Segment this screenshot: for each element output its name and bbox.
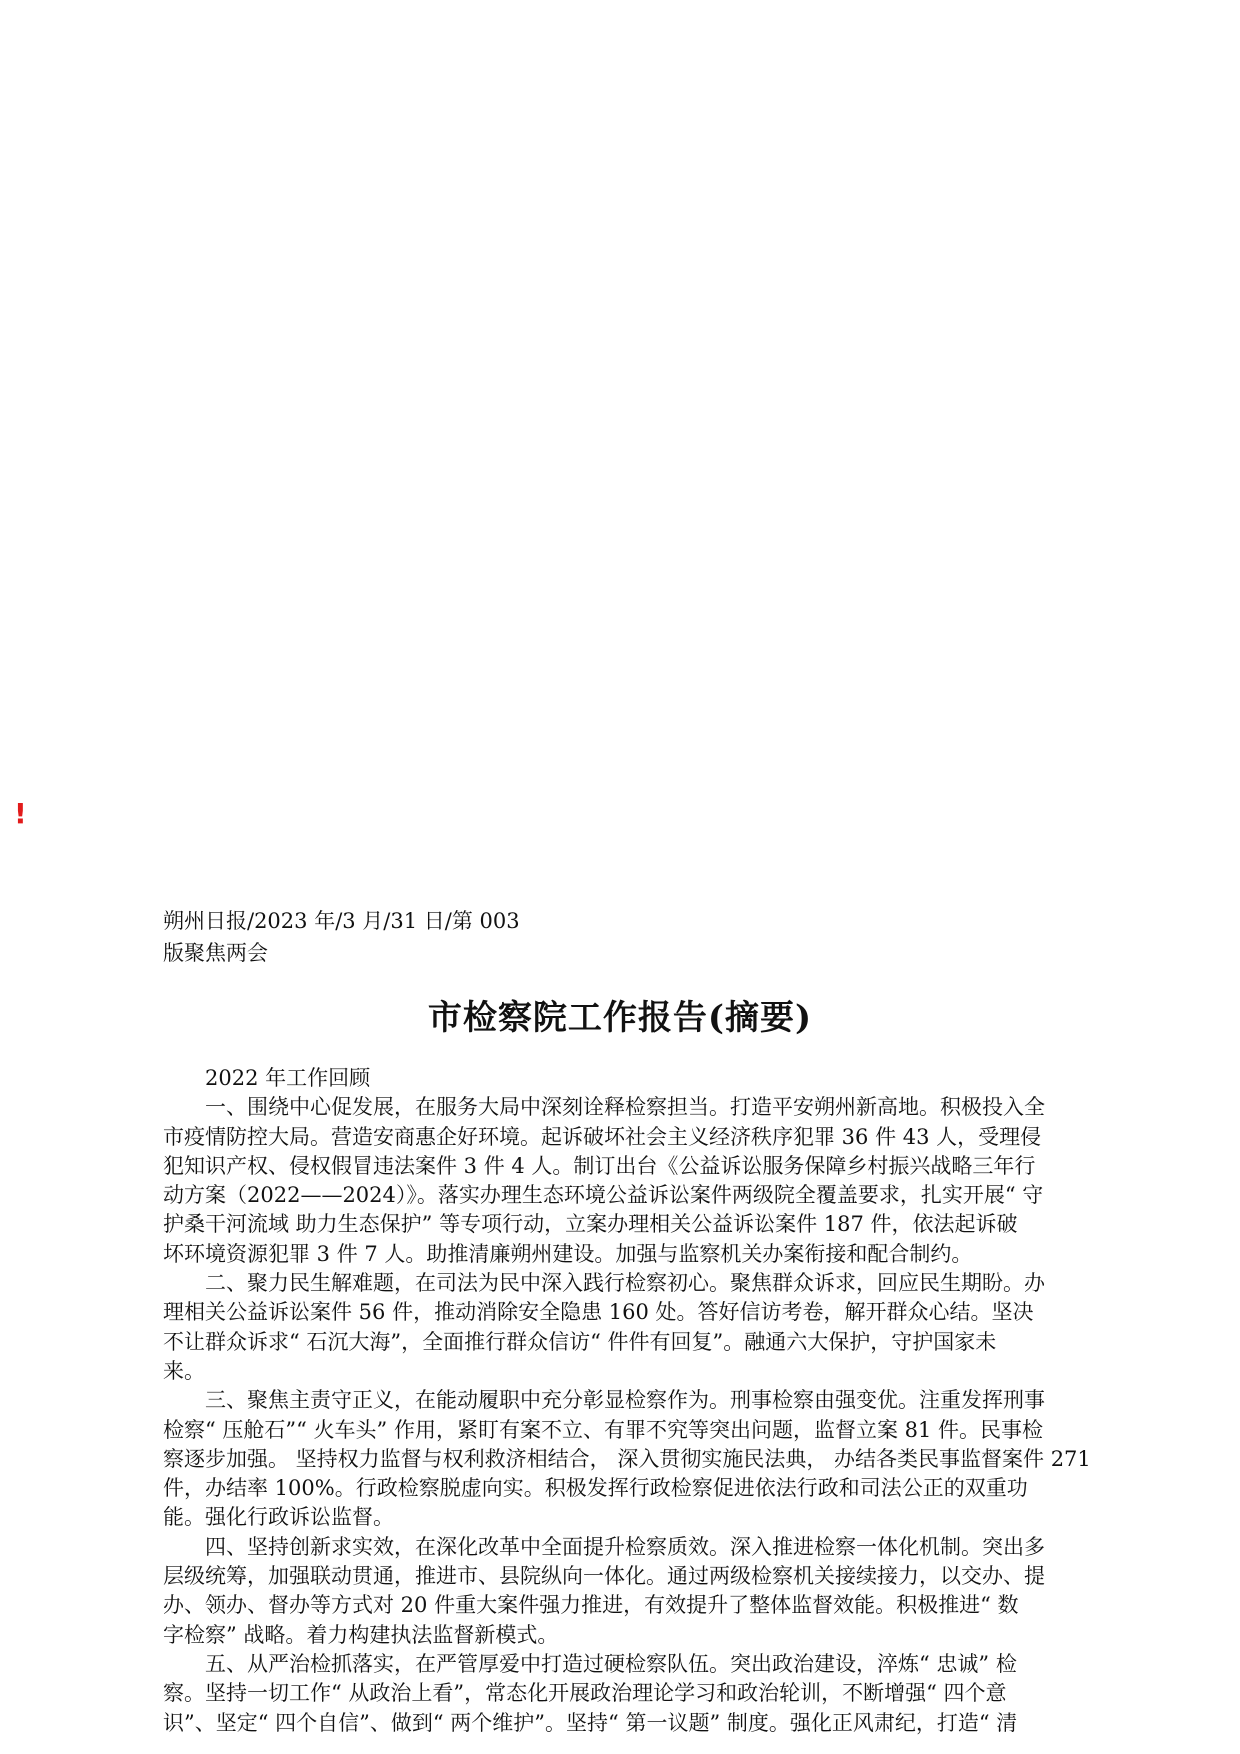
paragraph-line: 识”、坚定“ 四个自信”、做到“ 两个维护”。坚持“ 第一议题” 制度。强化正风肃纪，打造“ 清 xyxy=(163,1710,1018,1735)
paragraph-line: 犯知识产权、侵权假冒违法案件 3 件 4 人。制订出台《公益诉讼服务保障乡村振兴战略三年行 xyxy=(163,1153,1036,1178)
paragraph-line: 办、领办、督办等方式对 20 件重大案件强力推进，有效提升了整体监督效能。积极推进“ 数 xyxy=(163,1593,1019,1618)
paragraph-line: 层级统筹，加强联动贯通，推进市、县院纵向一体化。通过两级检察机关接续接力，以交办、提 xyxy=(163,1564,1045,1589)
paragraph-line: 察。坚持一切工作“ 从政治上看”，常态化开展政治理论学习和政治轮训，不断增强“ 四个意 xyxy=(163,1681,1007,1706)
paragraph-line: 不让群众诉求“ 石沉大海”，全面推行群众信访“ 件件有回复”。融通六大保护，守护国家未 xyxy=(163,1329,997,1354)
red-exclamation-mark: ! xyxy=(14,797,27,830)
report-body xyxy=(163,1064,1090,1738)
paragraph-line: 市疫情防控大局。营造安商惠企好环境。起诉破坏社会主义经济秩序犯罪 36 件 43 人，受理侵 xyxy=(163,1124,1042,1149)
paragraph-line: 五、从严治检抓落实，在严管厚爱中打造过硬检察队伍。突出政治建设，淬炼“ 忠诚” 检 xyxy=(205,1651,1017,1676)
source-line-1: 朔州日报/2023 年/3 月/31 日/第 003 xyxy=(163,909,520,933)
paragraph-line: 察逐步加强。 坚持权力监督与权利救济相结合， 深入贯彻实施民法典， 办结各类民事监督案件 271 xyxy=(163,1446,1091,1471)
paragraph-line: 护桑干河流域 助力生态保护” 等专项行动，立案办理相关公益诉讼案件 187 件，依法起诉破 xyxy=(163,1212,1018,1237)
paragraph-1 xyxy=(163,1093,1090,1269)
paragraph-line: 动方案（2022——2024）》。落实办理生态环境公益诉讼案件两级院全覆盖要求，扎实开展“ 守 xyxy=(163,1183,1044,1208)
section-heading: 2022 年工作回顾 xyxy=(205,1066,371,1090)
source-line-2: 版聚焦两会 xyxy=(163,941,268,965)
paragraph-line: 二、聚力民生解难题，在司法为民中深入践行检察初心。聚焦群众诉求，回应民生期盼。办 xyxy=(205,1271,1045,1296)
paragraph-line: 字检察” 战略。着力构建执法监督新模式。 xyxy=(163,1622,559,1647)
paragraph-line: 检察“ 压舱石”“ 火车头” 作用，紧盯有案不立、有罪不究等突出问题，监督立案 81 件。民事检 xyxy=(163,1417,1044,1442)
paragraph-2 xyxy=(163,1269,1090,1386)
report-title: 市检察院工作报告(摘要) xyxy=(427,998,813,1038)
paragraph-line: 四、坚持创新求实效，在深化改革中全面提升检察质效。深入推进检察一体化机制。突出多 xyxy=(205,1534,1045,1559)
paragraph-line: 来。 xyxy=(163,1358,205,1383)
paragraph-4 xyxy=(163,1533,1090,1650)
paragraph-line: 理相关公益诉讼案件 56 件，推动消除安全隐患 160 处。答好信访考卷，解开群众心结。坚决 xyxy=(163,1300,1034,1325)
paragraph-line: 件，办结率 100%。行政检察脱虚向实。积极发挥行政检察促进依法行政和司法公正的双重功 xyxy=(163,1476,1028,1501)
paragraph-line: 能。强化行政诉讼监督。 xyxy=(163,1505,394,1530)
paragraph-line: 三、聚焦主责守正义，在能动履职中充分彰显检察作为。刑事检察由强变优。注重发挥刑事 xyxy=(205,1388,1045,1413)
paragraph-line: 一、围绕中心促发展，在服务大局中深刻诠释检察担当。打造平安朔州新高地。积极投入全 xyxy=(205,1095,1045,1120)
paragraph-line: 坏环境资源犯罪 3 件 7 人。助推清廉朔州建设。加强与监察机关办案衔接和配合制约。 xyxy=(163,1241,973,1266)
newspaper-source xyxy=(163,905,683,969)
paragraph-5 xyxy=(163,1650,1090,1738)
paragraph-3 xyxy=(163,1386,1090,1532)
